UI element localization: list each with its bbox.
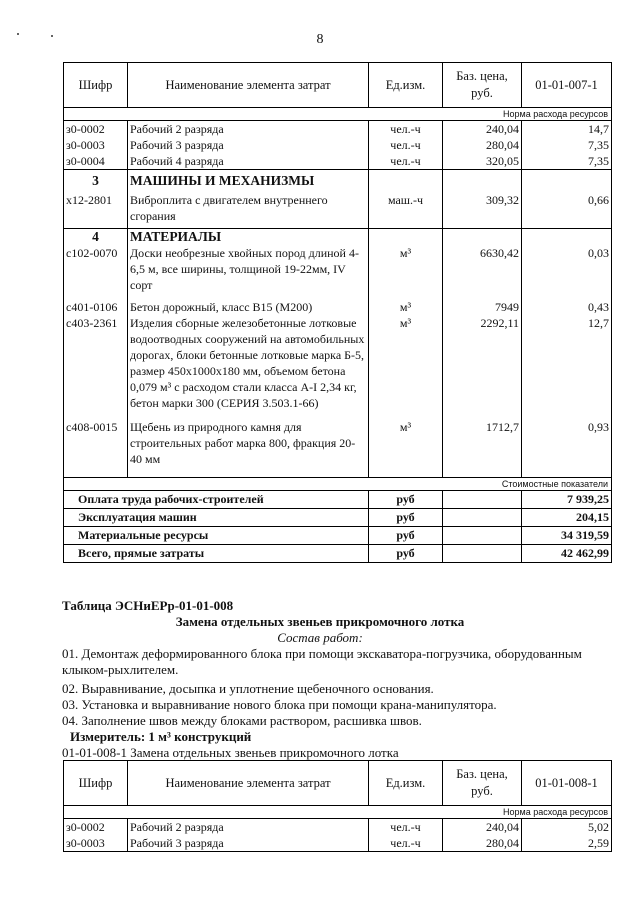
- resource-table-1: [63, 62, 612, 563]
- total-row: [64, 527, 612, 545]
- row-qty: 5,02: [522, 819, 612, 836]
- row-qty: 0,43: [522, 299, 612, 315]
- composition-label: Состав работ:: [277, 630, 363, 645]
- row-code: з0-0002: [64, 121, 128, 138]
- section-title: МАТЕРИАЛЫ: [128, 229, 369, 246]
- table-row: [64, 137, 612, 153]
- row-unit: чел.-ч: [369, 121, 443, 138]
- total-value: 7 939,25: [522, 491, 612, 509]
- row-qty: 7,35: [522, 153, 612, 170]
- header-unit: Ед.изм.: [369, 761, 443, 806]
- row-code: з0-0003: [64, 137, 128, 153]
- row-qty: 14,7: [522, 121, 612, 138]
- page-number: 8: [316, 32, 324, 47]
- section-number: 4: [64, 229, 128, 246]
- resource-table-2: [63, 760, 612, 852]
- row-price: 280,04: [443, 137, 522, 153]
- header-code: Шифр: [64, 761, 128, 806]
- total-unit: руб: [369, 509, 443, 527]
- section-header-materials: [64, 229, 612, 246]
- row-qty: 12,7: [522, 315, 612, 419]
- row-name: Бетон дорожный, класс В15 (М200): [128, 299, 369, 315]
- row-name: Рабочий 3 разряда: [128, 835, 369, 852]
- header-norm-code: 01-01-007-1: [522, 63, 612, 108]
- header-code: Шифр: [64, 63, 128, 108]
- total-unit: руб: [369, 491, 443, 509]
- total-value: 204,15: [522, 509, 612, 527]
- norm-subtitle: 01-01-008-1 Замена отдельных звеньев прикромочного лотка: [62, 745, 399, 760]
- row-code: з0-0004: [64, 153, 128, 170]
- table-row: [64, 299, 612, 315]
- row-price: 240,04: [443, 819, 522, 836]
- work-step: 01. Демонтаж деформированного блока при помощи экскаватора-погрузчика, оборудованным клыком-рыхлителем.: [62, 646, 582, 677]
- row-unit: чел.-ч: [369, 153, 443, 170]
- total-row: [64, 491, 612, 509]
- row-name: Щебень из природного камня для строительных работ марка 800, фракция 20-40 мм: [128, 419, 369, 478]
- row-qty: 0,66: [522, 189, 612, 229]
- header-price: Баз. цена, руб.: [443, 761, 522, 806]
- total-name: Оплата труда рабочих-строителей: [64, 491, 369, 509]
- row-unit: м³: [369, 299, 443, 315]
- section-number: 3: [64, 170, 128, 190]
- header-name: Наименование элемента затрат: [128, 63, 369, 108]
- row-name: Изделия сборные железобетонные лотковые водоотводных сооружений на автомобильных дорогах, блоки бетонные лотковые марка Б-5, размер 450х1000х180 мм, объемом бетона 0,079 м³ с расходом стали класса А-I 2,34 кг, бетон марки 300 (СЕРИЯ 3.503.1-66): [128, 315, 369, 419]
- row-qty: 0,03: [522, 245, 612, 299]
- table-row: [64, 153, 612, 170]
- row-price: 240,04: [443, 121, 522, 138]
- section-title: МАШИНЫ И МЕХАНИЗМЫ: [128, 170, 369, 190]
- row-unit: м³: [369, 315, 443, 419]
- total-name: Материальные ресурсы: [64, 527, 369, 545]
- row-unit: м³: [369, 245, 443, 299]
- header-unit: Ед.изм.: [369, 63, 443, 108]
- table-label: Таблица ЭСНиЕРр-01-01-008: [62, 598, 234, 613]
- row-code: с408-0015: [64, 419, 128, 478]
- row-name: Рабочий 4 разряда: [128, 153, 369, 170]
- row-unit: чел.-ч: [369, 137, 443, 153]
- header-price: Баз. цена, руб.: [443, 63, 522, 108]
- cost-label: Стоимостные показатели: [64, 478, 612, 491]
- table-row: [64, 835, 612, 852]
- total-row: [64, 509, 612, 527]
- table-row: [64, 121, 612, 138]
- work-step: 03. Установка и выравнивание нового блока при помощи крана-манипулятора.: [62, 697, 497, 712]
- norm-label: Норма расхода ресурсов: [64, 108, 612, 121]
- row-price: 1712,7: [443, 419, 522, 478]
- scan-speck: [17, 33, 19, 35]
- section-title: Замена отдельных звеньев прикромочного лотка: [175, 614, 465, 629]
- row-code: з0-0003: [64, 835, 128, 852]
- total-unit: руб: [369, 527, 443, 545]
- header-norm-code: 01-01-008-1: [522, 761, 612, 806]
- table-row: [64, 315, 612, 419]
- row-unit: м³: [369, 419, 443, 478]
- work-step: 02. Выравнивание, досыпка и уплотнение щебеночного основания.: [62, 681, 434, 696]
- row-code: с102-0070: [64, 245, 128, 299]
- table-row: [64, 419, 612, 478]
- row-code: с401-0106: [64, 299, 128, 315]
- work-step: 04. Заполнение швов между блоками раствором, расшивка швов.: [62, 713, 422, 728]
- row-price: 280,04: [443, 835, 522, 852]
- row-price: 7949: [443, 299, 522, 315]
- total-unit: руб: [369, 545, 443, 563]
- table-row: [64, 245, 612, 299]
- row-price: 320,05: [443, 153, 522, 170]
- row-qty: 0,93: [522, 419, 612, 478]
- row-name: Рабочий 2 разряда: [128, 121, 369, 138]
- row-unit: чел.-ч: [369, 835, 443, 852]
- row-price: 6630,42: [443, 245, 522, 299]
- total-row: [64, 545, 612, 563]
- table-row: [64, 189, 612, 229]
- row-code: с403-2361: [64, 315, 128, 419]
- header-name: Наименование элемента затрат: [128, 761, 369, 806]
- row-code: х12-2801: [64, 189, 128, 229]
- row-name: Доски необрезные хвойных пород длиной 4-6,5 м, все ширины, толщиной 19-22мм, IV сорт: [128, 245, 369, 299]
- norm-label: Норма расхода ресурсов: [64, 806, 612, 819]
- row-code: з0-0002: [64, 819, 128, 836]
- row-qty: 2,59: [522, 835, 612, 852]
- row-unit: чел.-ч: [369, 819, 443, 836]
- section-header-machines: [64, 170, 612, 190]
- total-name: Эксплуатация машин: [64, 509, 369, 527]
- total-name: Всего, прямые затраты: [64, 545, 369, 563]
- row-price: 309,32: [443, 189, 522, 229]
- total-value: 42 462,99: [522, 545, 612, 563]
- row-name: Рабочий 2 разряда: [128, 819, 369, 836]
- meter-label: Измеритель: 1 м³ конструкций: [70, 729, 252, 744]
- row-price: 2292,11: [443, 315, 522, 419]
- row-qty: 7,35: [522, 137, 612, 153]
- table-row: [64, 819, 612, 836]
- row-name: Виброплита с двигателем внутреннего сгорания: [128, 189, 369, 229]
- row-unit: маш.-ч: [369, 189, 443, 229]
- total-value: 34 319,59: [522, 527, 612, 545]
- scan-speck: [51, 35, 53, 37]
- row-name: Рабочий 3 разряда: [128, 137, 369, 153]
